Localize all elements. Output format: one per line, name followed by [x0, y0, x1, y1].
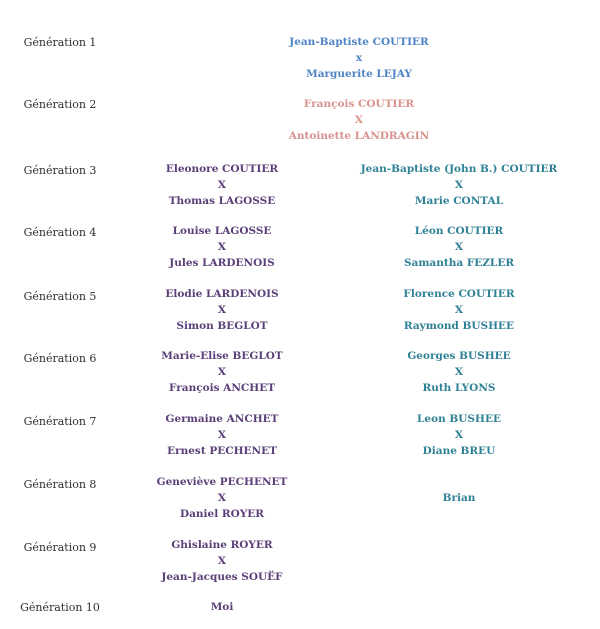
spouse-name: Ernest PECHENET — [167, 445, 277, 457]
generation-7-label: Génération 7 — [23, 415, 97, 428]
spouse-name: Daniel ROYER — [180, 508, 264, 520]
person-name: Léon COUTIER — [414, 225, 504, 237]
spouse-name: Ruth LYONS — [422, 382, 496, 394]
marriage-sign: X — [217, 179, 227, 191]
couple-gen-7-left — [102, 411, 342, 459]
spouse-name: François ANCHET — [168, 382, 276, 394]
spouse-name: Samantha FEZLER — [403, 257, 515, 269]
marriage-sign: X — [454, 179, 464, 191]
couple-gen-6-right — [339, 348, 579, 396]
person-name: Jean-Baptiste (John B.) COUTIER — [360, 163, 558, 175]
spouse-name: Antoinette LANDRAGIN — [288, 130, 430, 142]
marriage-sign: X — [354, 114, 364, 126]
generation-10-label: Génération 10 — [20, 601, 100, 614]
spouse-name: Thomas LAGOSSE — [168, 195, 276, 207]
marriage-sign: X — [454, 241, 464, 253]
marriage-sign: X — [217, 555, 227, 567]
marriage-sign: X — [217, 492, 227, 504]
generation-8-label: Génération 8 — [23, 478, 97, 491]
couple-gen-3-right — [339, 161, 579, 209]
marriage-sign: X — [217, 304, 227, 316]
generation-5-label: Génération 5 — [23, 290, 97, 303]
couple-gen-4-right — [339, 223, 579, 271]
person-name: Ghislaine ROYER — [171, 539, 273, 551]
person-name: Marie-Elise BEGLOT — [161, 350, 283, 362]
couple-gen-8-left — [102, 474, 342, 522]
couple-gen-9-left — [102, 537, 342, 585]
marriage-sign: X — [454, 304, 464, 316]
marriage-sign: X — [217, 241, 227, 253]
couple-gen-7-right — [339, 411, 579, 459]
couple-gen-5-left — [102, 286, 342, 334]
couple-gen-1 — [194, 34, 524, 82]
generation-1-label: Génération 1 — [23, 36, 97, 49]
person-gen-8-right — [339, 490, 579, 506]
person-name: Eleonore COUTIER — [165, 163, 279, 175]
generation-3-label: Génération 3 — [23, 164, 97, 177]
marriage-sign: X — [217, 366, 227, 378]
marriage-sign: X — [454, 429, 464, 441]
person-name: Elodie LARDENOIS — [165, 288, 279, 300]
person-name: Moi — [210, 601, 234, 613]
person-name: Georges BUSHEE — [407, 350, 511, 362]
generation-2-label: Génération 2 — [23, 98, 97, 111]
person-gen-10 — [102, 599, 342, 615]
couple-gen-2 — [194, 96, 524, 144]
person-name: Leon BUSHEE — [417, 413, 501, 425]
person-name: Jean-Baptiste COUTIER — [289, 36, 429, 48]
spouse-name: Raymond BUSHEE — [403, 320, 515, 332]
spouse-name: Marguerite LEJAY — [306, 68, 412, 80]
person-name: Louise LAGOSSE — [172, 225, 272, 237]
couple-gen-6-left — [102, 348, 342, 396]
marriage-sign: X — [454, 366, 464, 378]
person-name: Geneviève PECHENET — [156, 476, 288, 488]
person-name: François COUTIER — [303, 98, 415, 110]
marriage-sign: x — [355, 52, 363, 64]
person-name: Brian — [442, 492, 476, 504]
generation-6-label: Génération 6 — [23, 352, 97, 365]
couple-gen-4-left — [102, 223, 342, 271]
spouse-name: Simon BEGLOT — [176, 320, 268, 332]
person-name: Florence COUTIER — [403, 288, 515, 300]
generation-9-label: Génération 9 — [23, 541, 97, 554]
couple-gen-5-right — [339, 286, 579, 334]
marriage-sign: X — [217, 429, 227, 441]
spouse-name: Jules LARDENOIS — [169, 257, 275, 269]
spouse-name: Diane BREU — [422, 445, 496, 457]
couple-gen-3-left — [102, 161, 342, 209]
person-name: Germaine ANCHET — [165, 413, 279, 425]
spouse-name: Marie CONTAL — [414, 195, 504, 207]
spouse-name: Jean-Jacques SOUËF — [161, 571, 283, 583]
generation-4-label: Génération 4 — [23, 226, 97, 239]
